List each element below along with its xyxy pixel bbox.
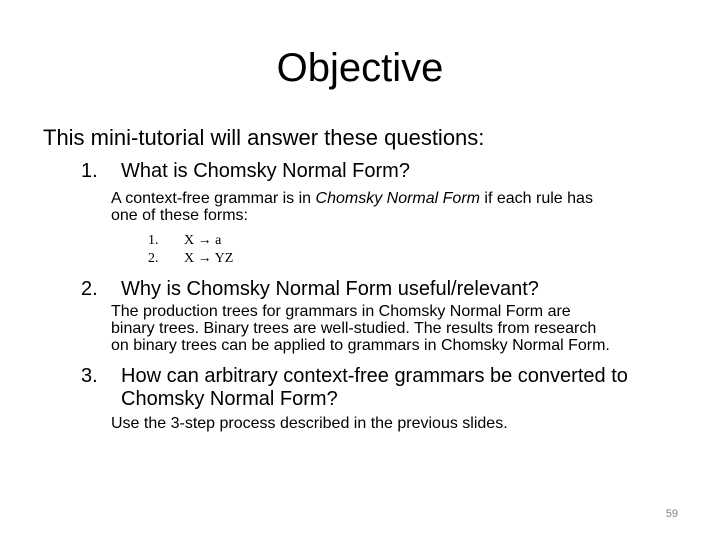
answer-3-line-1: Use the 3-step process described in the previous slides. xyxy=(111,415,508,432)
question-2-number: 2. xyxy=(81,278,98,300)
rule-number: 1. xyxy=(148,233,159,248)
answer-2-line-3: on binary trees can be applied to grammars in Chomsky Normal Form. xyxy=(111,337,610,354)
question-1-text: What is Chomsky Normal Form? xyxy=(121,160,410,182)
answer-1-line-1 xyxy=(111,190,593,207)
question-3-text: How can arbitrary context-free grammars be converted to Chomsky Normal Form? xyxy=(121,365,628,410)
answer-2-line-1: The production trees for grammars in Chomsky Normal Form are xyxy=(111,303,571,320)
intro-text: This mini-tutorial will answer these questions: xyxy=(43,125,485,150)
question-1-number: 1. xyxy=(81,160,98,182)
question-2-text: Why is Chomsky Normal Form useful/relevant? xyxy=(121,278,539,300)
answer-1-emphasis: Chomsky Normal Form xyxy=(315,190,480,207)
answer-1-line-2: one of these forms: xyxy=(111,207,248,224)
answer-3 xyxy=(111,415,508,432)
answer-1 xyxy=(111,190,593,224)
answer-1-line-1-start: A context-free grammar is in xyxy=(111,190,316,207)
question-3-number: 3. xyxy=(81,365,98,387)
answer-2-line-2: binary trees. Binary trees are well-studied. The results from research xyxy=(111,320,597,337)
rule-number: 2. xyxy=(148,251,159,266)
page-number: 59 xyxy=(665,508,678,520)
slide-title: Objective xyxy=(276,46,444,90)
rule-text: X → YZ xyxy=(184,251,234,266)
answer-1-line-1-end: if each rule has xyxy=(479,190,593,207)
rule-text: X → a xyxy=(184,233,222,248)
answer-2 xyxy=(111,303,610,354)
